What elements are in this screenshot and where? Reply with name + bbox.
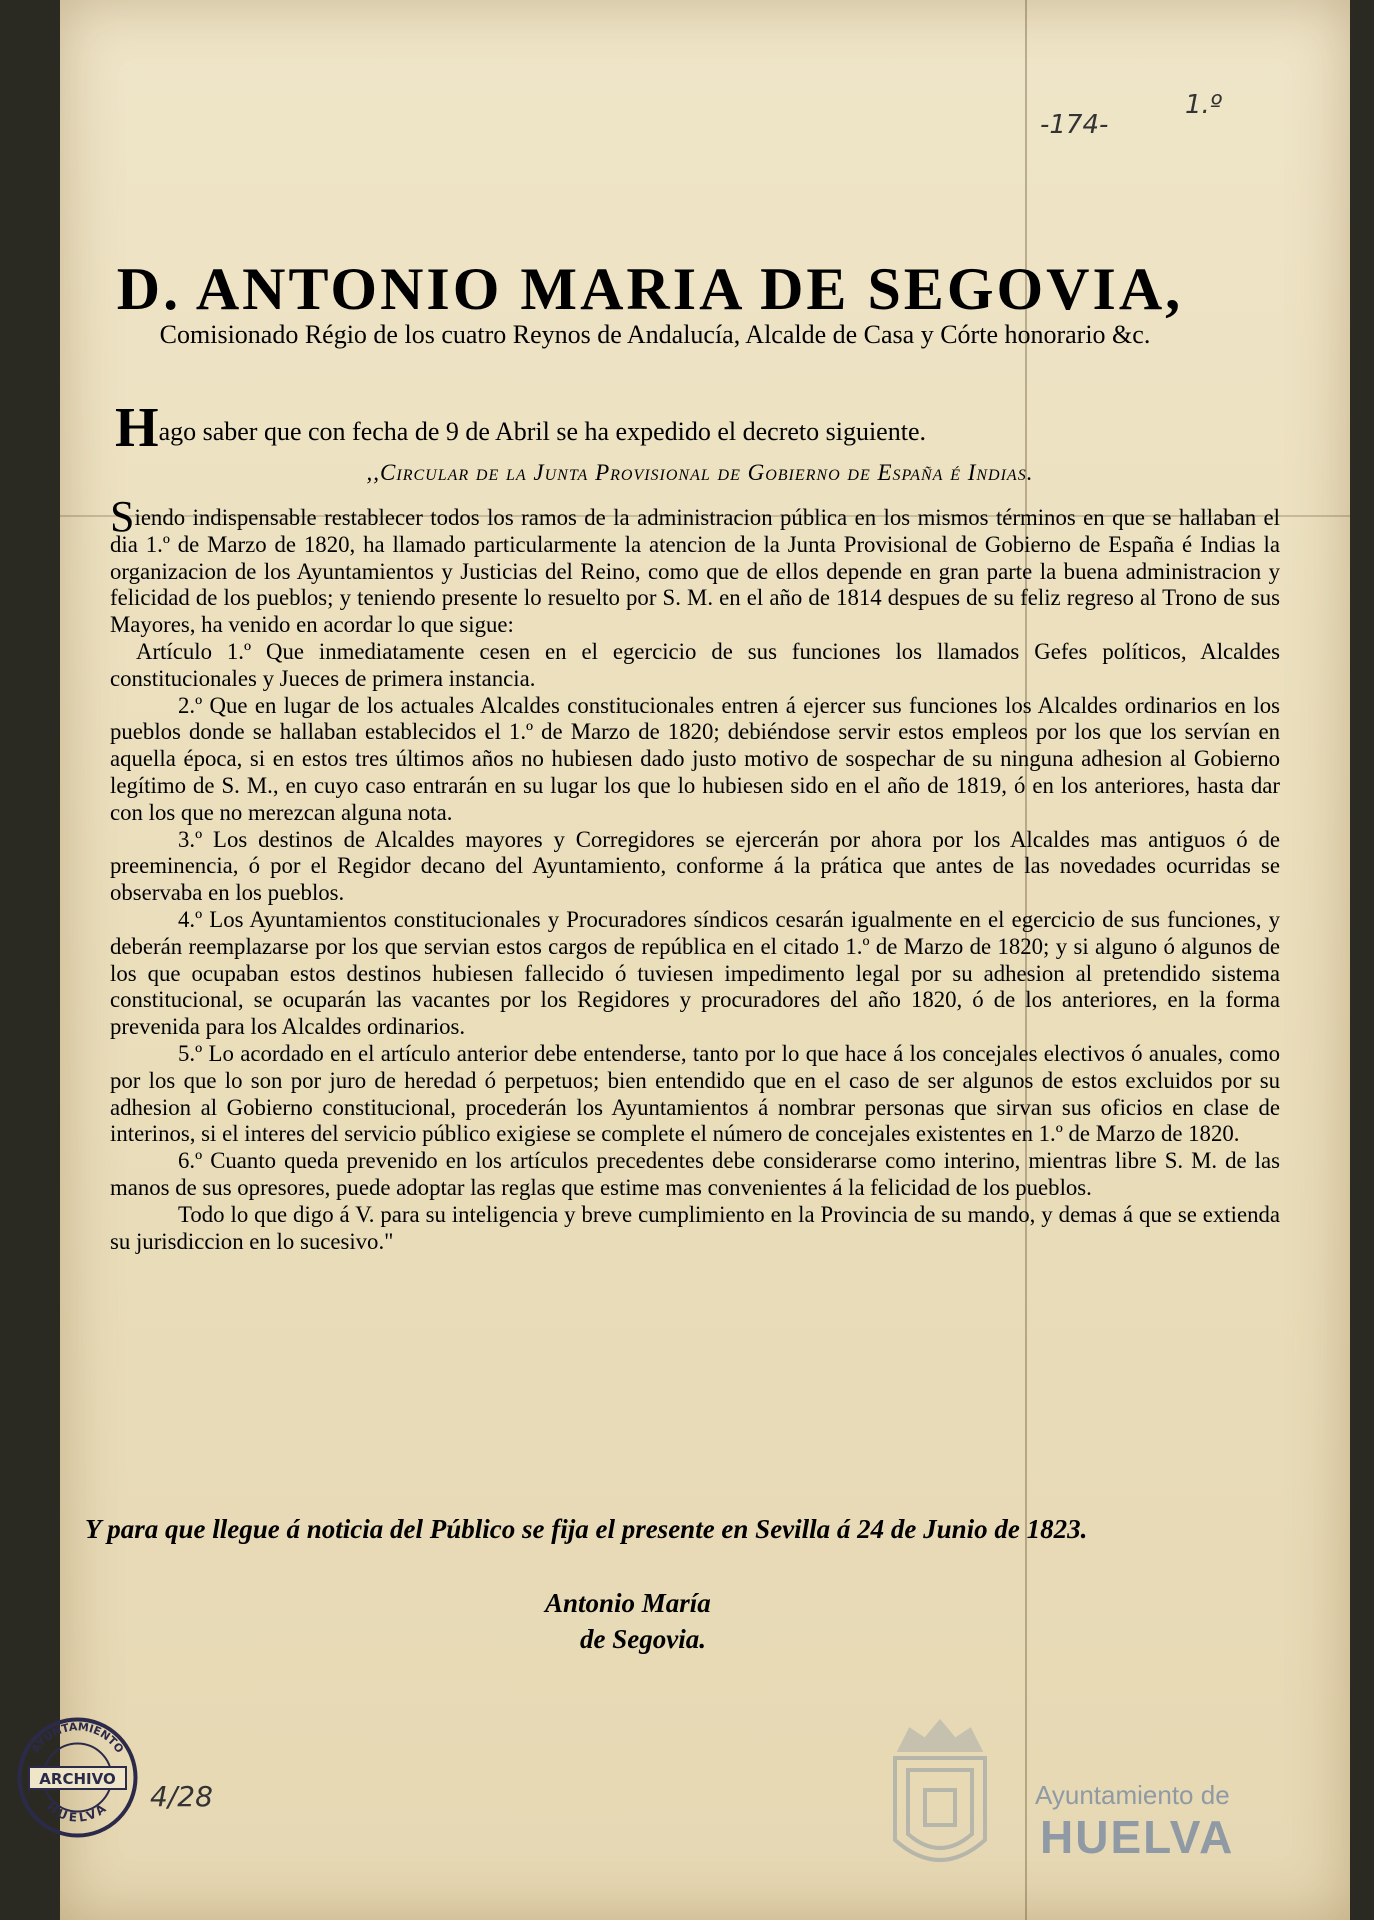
- signature-block: [545, 1585, 845, 1657]
- circular-heading: ,,Circular de la Junta Provisional de Gobierno de España é Indias.: [366, 460, 1034, 485]
- handwritten-folio-number: -174-: [1040, 110, 1109, 140]
- article-5: 5.º Lo acordado en el artículo anterior debe entenderse, tanto por lo que hace á los concejales electivos ó anuales, como por los que lo son por juro de heredad ó perpetuos; bien entendido que en el caso de ser algunos de estos excluidos por su adhesion al Gobierno constitucional, procederán los Ayuntamientos á nombrar personas que sirvan sus oficios en clase de interinos, si el interes del servicio público exigiese se complete el número de concejales existentes en 1.º de Marzo de 1820.: [110, 1040, 1280, 1147]
- preamble-text: iendo indispensable restablecer todos los ramos de la administracion pública en los mismos términos en que se hallaban el dia 1.º de Marzo de 1820, ha llamado particularmente la atencion de la Junta Provisional de Gobierno de España é Indias la organizacion de los Ayuntamientos y Justicias del Reino, como que de ellos depende en gran parte la buena administracion y felicidad de los pueblos; y teniendo presente lo resuelto por S. M. en el año de 1814 despues de su feliz regreso al Trono de sus Mayores, ha venido en acordar lo que sigue:: [110, 505, 1280, 638]
- preamble-drop-cap: S: [110, 492, 135, 541]
- decree-body: [110, 492, 1280, 1255]
- handwritten-reference: 4/28: [150, 1780, 213, 1813]
- watermark-text-line-2: HUELVA: [1040, 1811, 1235, 1863]
- intro-text: ago saber que con fecha de 9 de Abril se ha expedido el decreto siguiente.: [158, 417, 926, 446]
- document-subtitle: Comisionado Régio de los cuatro Reynos de Andalucía, Alcalde de Casa y Córte honorario &c.: [159, 320, 1151, 349]
- article-3: 3.º Los destinos de Alcaldes mayores y Corregidores se ejercerán por ahora por los Alcaldes mas antiguos ó de preeminencia, ó por el Regidor decano del Ayuntamiento, conforme á la prática que antes de las novedades ocurridas se observaba en los pueblos.: [110, 826, 1280, 906]
- article-2: 2.º Que en lugar de los actuales Alcaldes constitucionales entren á ejercer sus funciones los Alcaldes ordinarios en los pueblos donde se hallaban establecidos el 1.º de Marzo de 1820; debiéndose servir estos empleos por los que los servían en aquella época, si en estos tres últimos años no hubiesen dado justo motivo de sospechar de su ninguna adhesion al Gobierno legítimo de S. M., en cuyo caso entrarán en su lugar los que lo hubiesen sido en el año de 1819, ó en los anteriores, hasta dar con los que no merezcan alguna nota.: [110, 692, 1280, 825]
- stamp-top-text: AYUNTAMIENTO: [28, 1720, 127, 1756]
- article-6: 6.º Cuanto queda prevenido en los artículos precedentes debe considerarse como interino, mientras libre S. M. de las manos de sus opresores, puede adoptar las reglas que estime mas convenientes á la felicidad de los pueblos.: [110, 1148, 1280, 1200]
- intro-drop-cap: H: [115, 397, 159, 459]
- signature-line-2: de Segovia.: [580, 1624, 706, 1654]
- intro-line: [115, 397, 1245, 459]
- stamp-center-text: ARCHIVO: [39, 1770, 116, 1788]
- svg-text:AYUNTAMIENTO: [29, 1720, 126, 1755]
- closing-statement: Y para que llegue á noticia del Público se fija el presente en Sevilla á 24 de Junio de 1823.: [85, 1514, 1088, 1544]
- signature-line-1: Antonio María: [545, 1588, 711, 1618]
- document-title: D. ANTONIO MARIA DE SEGOVIA,: [116, 256, 1184, 322]
- article-1: Artículo 1.º Que inmediatamente cesen en el egercicio de sus funciones los llamados Gefes políticos, Alcaldes constitucionales y Jueces de primera instancia.: [110, 638, 1280, 691]
- svg-text:HUELVA: [44, 1800, 111, 1825]
- watermark-text-line-1: Ayuntamiento de: [1035, 1780, 1230, 1810]
- archive-stamp-icon: [15, 1715, 140, 1840]
- handwritten-folio-mark: 1.º: [1185, 90, 1223, 120]
- final-paragraph: Todo lo que digo á V. para su inteligencia y breve cumplimiento en la Provincia de su mando, y demas á que se extienda su jurisdiccion en lo sucesivo.": [110, 1201, 1280, 1254]
- article-4: 4.º Los Ayuntamientos constitucionales y Procuradores síndicos cesarán igualmente en el egercicio de sus funciones, y deberán reemplazarse por los que servian estos cargos de república en el citado 1.º de Marzo de 1820; y si alguno ó algunos de los que ocupaban estos destinos hubiesen fallecido ó tuviesen impedimento legal por su adhesion al pretendido sistema constitucional, se ocuparán las vacantes por los Regidores y procuradores del año 1820, ó de los anteriores, en la forma prevenida para los Alcaldes ordinarios.: [110, 906, 1280, 1040]
- stamp-bottom-text: HUELVA: [44, 1799, 111, 1825]
- preamble-paragraph: [110, 492, 1280, 639]
